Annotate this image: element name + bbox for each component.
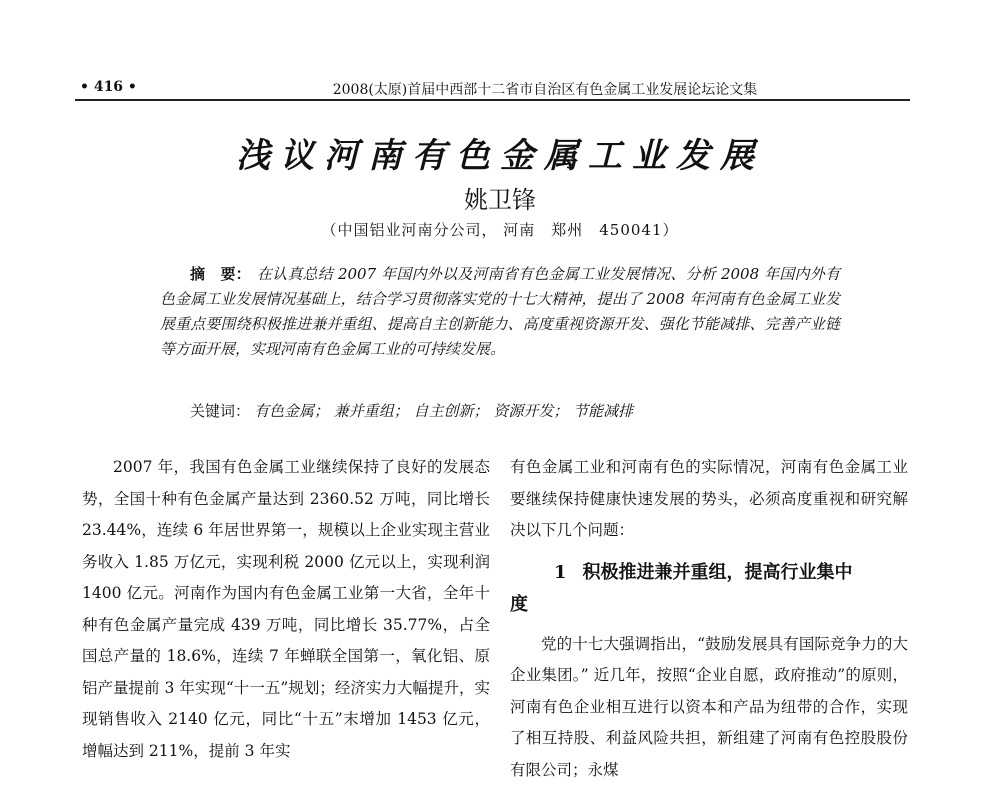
section-title-line2: 度 [510, 589, 908, 621]
body-paragraph: 2007 年，我国有色金属工业继续保持了良好的发展态势，全国十种有色金属产量达到 2360.52 万吨，同比增长 23.44%，连续 6 年居世界第一，规模以上企业实现主营业务收入 1.85 万亿元，实现利税 2000 亿元以上，实现利润 1400 亿元。河南作为国内有色金属工业第一大省，全年十种有色金属产量完成 439 万吨，同比增长 35.77%，占全国总产量的 18.6%，连续 7 年蝉联全国第一，氧化铝、原铝产量提前 3 年实现“十一五”规划；经济实力大幅提升，实现销售收入 2140 亿元，同比“十五”末增加 1453 亿元，增幅达到 211%，提前 3 年实 [82, 452, 490, 767]
section-heading [510, 557, 908, 621]
author-name: 姚卫锋 [0, 180, 1000, 215]
abstract [160, 262, 840, 362]
page-number: • 416 • [80, 79, 137, 95]
abstract-text: 在认真总结 2007 年国内外以及河南省有色金属工业发展情况、分析 2008 年国内外有色金属工业发展情况基础上，结合学习贯彻落实党的十七大精神，提出了 2008 年河南有色金属工业发展重点要围绕积极推进兼并重组、提高自主创新能力、高度重视资源开发、强化节能减排、完善产业链等方面开展，实现河南有色金属工业的可持续发展。 [160, 265, 840, 358]
series-title: 2008(太原)首届中西部十二省市自治区有色金属工业发展论坛论文集 [195, 79, 895, 99]
paper-title: 浅议河南有色金属工业发展 [0, 128, 1000, 177]
keywords-text: 有色金属； 兼并重组； 自主创新； 资源开发； 节能减排 [254, 402, 633, 420]
body-paragraph: 党的十七大强调指出，“鼓励发展具有国际竞争力的大企业集团。” 近几年，按照“企业自愿，政府推动”的原则，河南有色企业相互进行以资本和产品为纽带的合作，实现了相互持股、利益风险共担，新组建了河南有色控股股份有限公司；永煤 [510, 629, 908, 786]
section-number: 1 [554, 562, 567, 583]
body-paragraph: 有色金属工业和河南有色的实际情况，河南有色金属工业要继续保持健康快速发展的势头，必须高度重视和研究解决以下几个问题： [510, 452, 908, 547]
section-title-line1: 积极推进兼并重组，提高行业集中 [583, 562, 853, 583]
abstract-label: 摘 要： [190, 265, 251, 283]
body-column-right [510, 452, 908, 786]
running-header [75, 77, 910, 101]
keywords-label: 关键词： [190, 402, 250, 420]
keywords [190, 400, 840, 421]
author-affiliation: （中国铝业河南分公司， 河南 郑州 450041） [0, 219, 1000, 240]
body-column-left [82, 452, 490, 767]
